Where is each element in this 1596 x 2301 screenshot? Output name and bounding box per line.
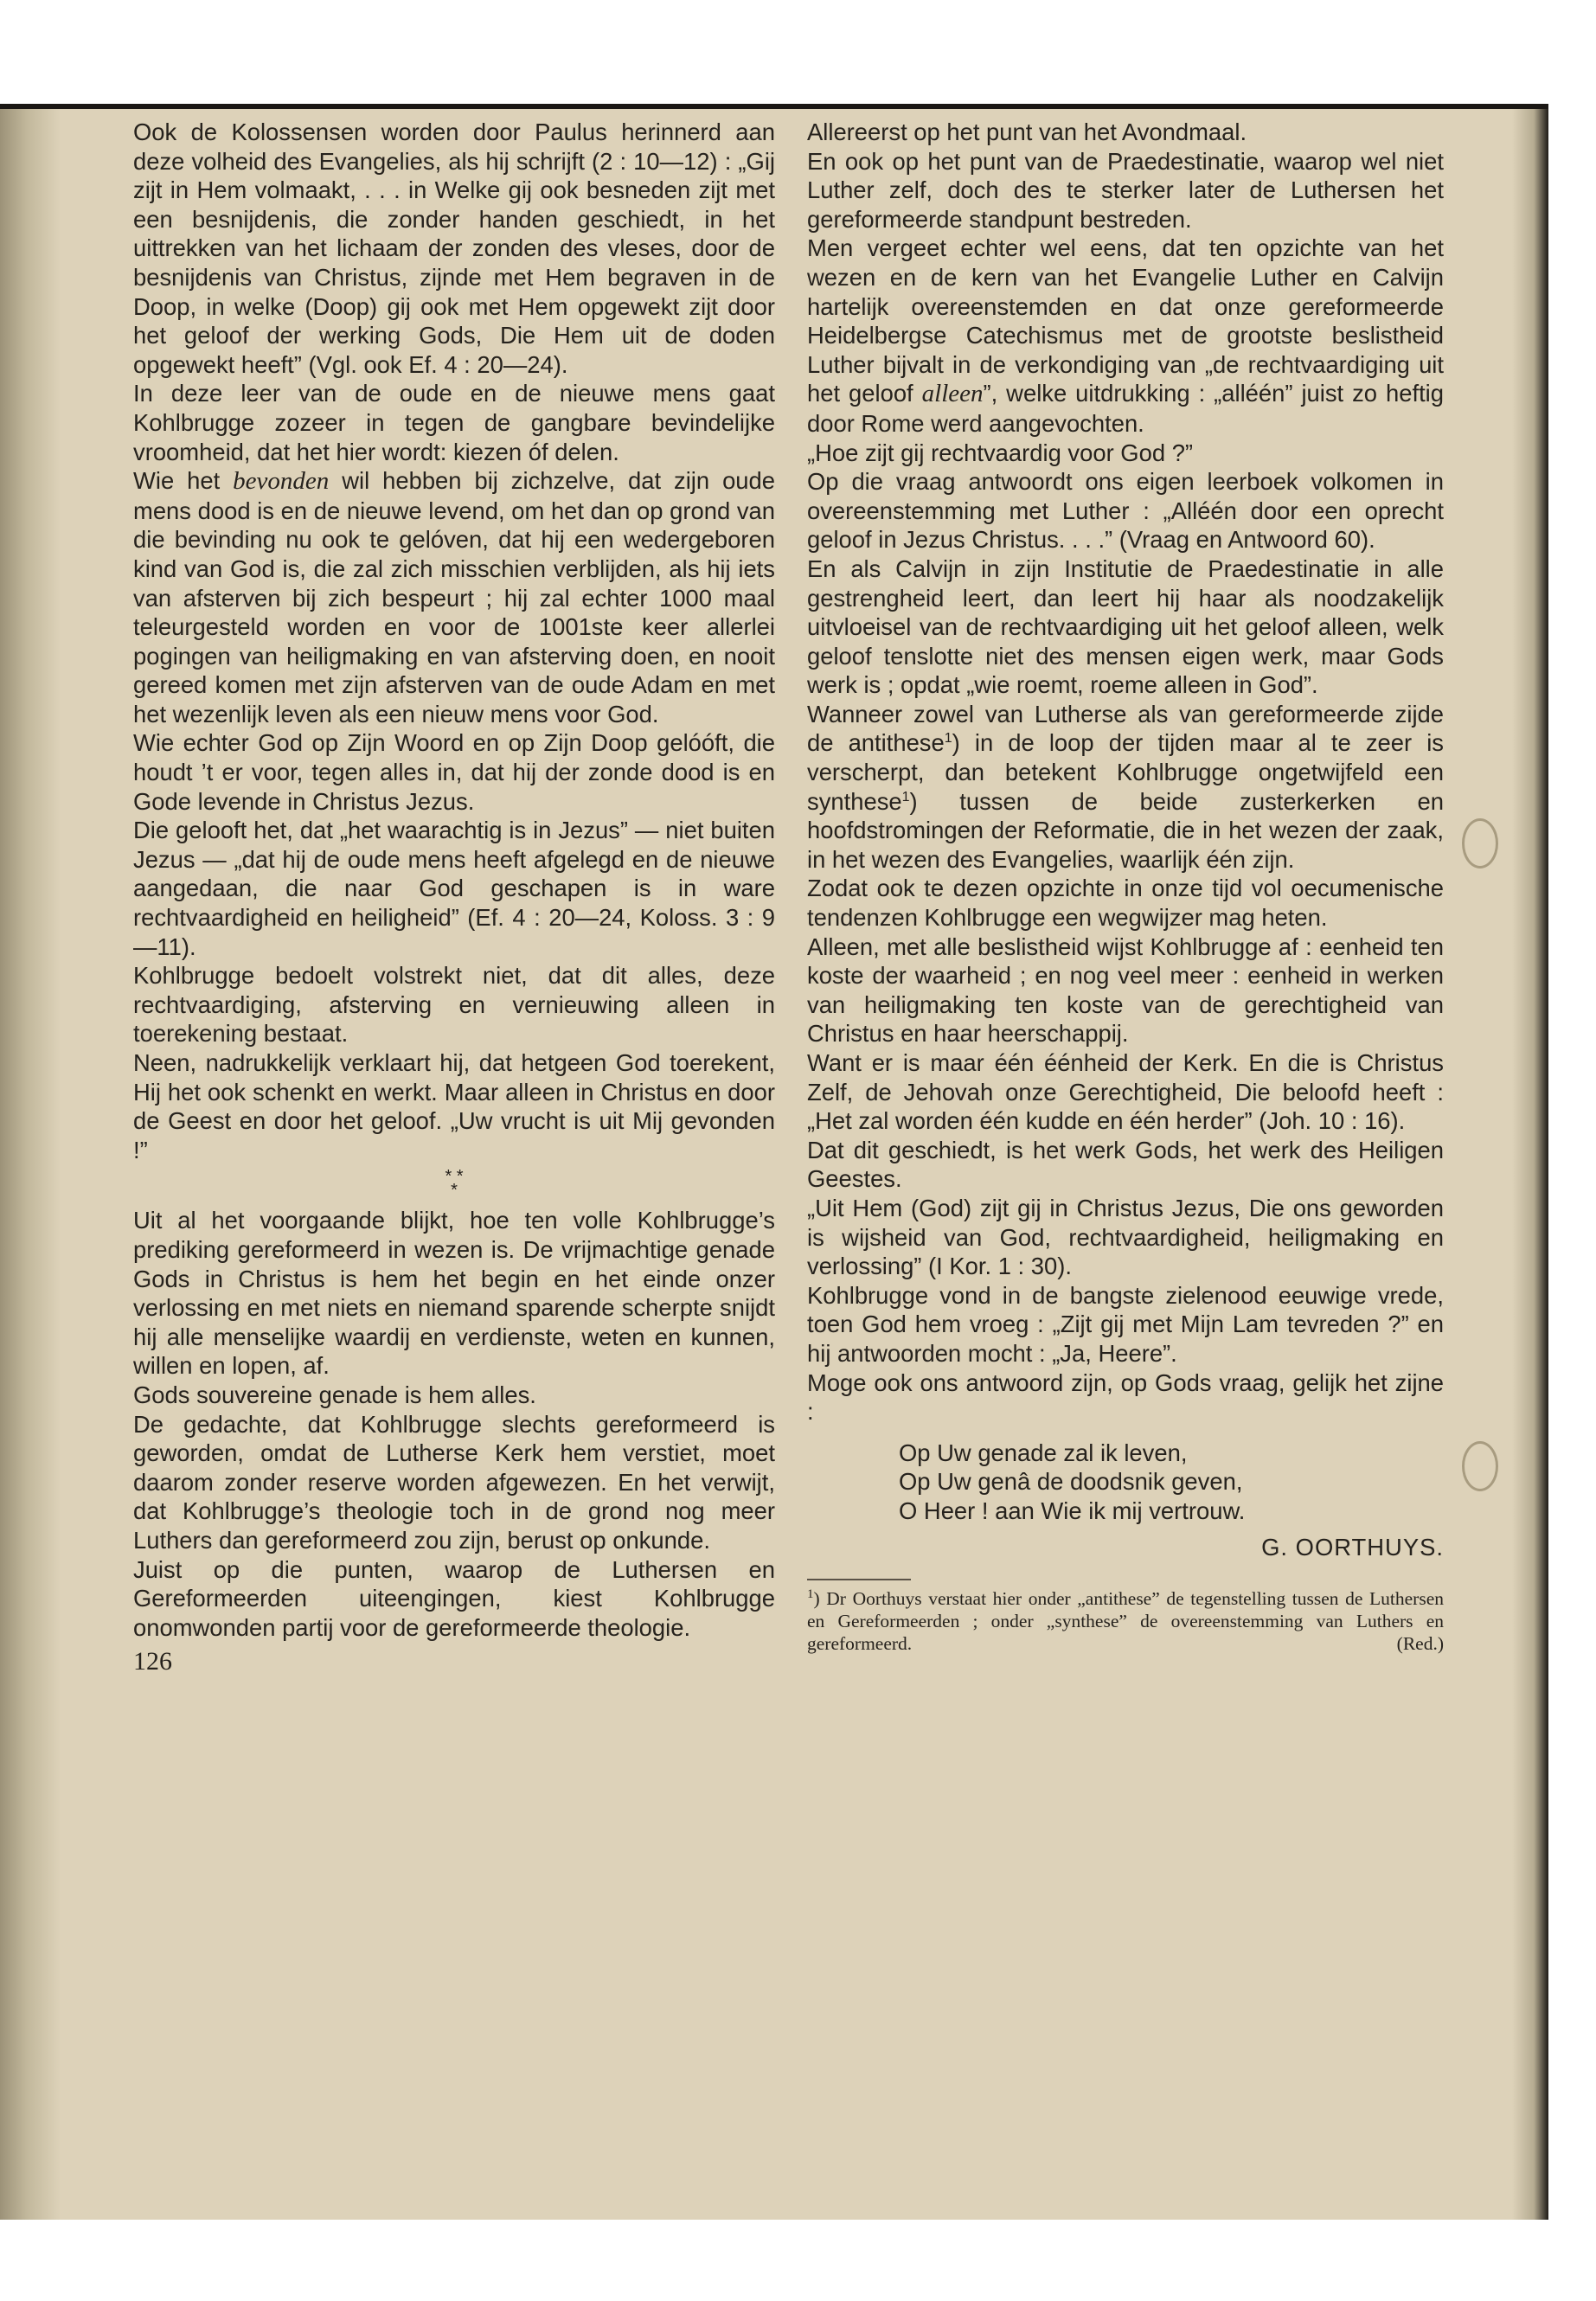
footnote-ref: 1: [901, 789, 910, 804]
paragraph: [133, 466, 775, 728]
paragraph: Dat dit geschiedt, is het werk Gods, het werk des Heiligen Geestes.: [807, 1136, 1444, 1193]
paragraph: „Hoe zijt gij rechtvaardig voor God ?”: [807, 439, 1194, 466]
paragraph: Op die vraag antwoordt ons eigen leerboek volkomen in overeenstemming met Luther : „Alléén door een oprecht geloof in Jezus Christus. . . .” (Vraag en Antwoord 60).: [807, 468, 1444, 554]
paragraph: Die gelooft het, dat „het waarachtig is in Jezus” — niet buiten Jezus — „dat hij de oude mens heeft afgelegd en de nieuwe aangedaan, die naar God geschapen is in ware rechtvaardigheid en heiligheid” (Ef. 4 : 20—24, Koloss. 3 : 9—11).: [133, 817, 775, 960]
paragraph: [807, 700, 1444, 875]
paragraph: Juist op die punten, waarop de Luthersen en Gereformeerden uiteengingen, kiest Kohlbrugge onomwonden partij voor de gereformeerde theologie.: [133, 1555, 775, 1641]
paragraph: In deze leer van de oude en de nieuwe mens gaat Kohlbrugge zozeer in tegen de gangbare bevindelijke vroomheid, dat het hier wordt: kiezen óf delen.: [133, 380, 775, 465]
divider-stars-top: * *: [445, 1167, 464, 1187]
paragraph: Kohlbrugge bedoelt volstrekt niet, dat dit alles, deze rechtvaardiging, afsterving en vernieuwing alleen in toerekening bestaat.: [133, 962, 775, 1048]
poem: [899, 1439, 1444, 1526]
paragraph: „Uit Hem (God) zijt gij in Christus Jezus, Die ons geworden is wijsheid van God, rechtvaardigheid, heiligmaking en verlossing” (I Kor. 1 : 30).: [807, 1194, 1444, 1280]
italic-text: alleen: [921, 380, 984, 408]
punch-hole-mark: [1462, 1441, 1498, 1491]
text-run: ) tussen de beide zusterkerken en hoofdstromingen der Reformatie, die in het wezen der zaak, in het wezen des Evangelies, waarlijk één zijn.: [807, 787, 1444, 873]
paragraph: De gedachte, dat Kohlbrugge slechts gereformeerd is geworden, omdat de Lutherse Kerk hem verstiet, moet daarom zonder reserve worden afgewezen. En het verwijt, dat Kohlbrugge’s theologie toch in de grond nog meer Luthers dan gereformeerd zou zijn, berust op onkunde.: [133, 1410, 775, 1554]
page-number: 126: [133, 1647, 172, 1676]
left-column: [133, 118, 775, 1676]
text-run: ) in de loop der tijden maar al te zeer is verscherpt, dan betekent Kohlbrugge ongetwijfeld een synthese: [807, 729, 1444, 815]
poem-line: O Heer ! aan Wie ik mij vertrouw.: [899, 1497, 1246, 1524]
paragraph: Kohlbrugge vond in de bangste zielenood eeuwige vrede, toen God hem vroeg : „Zijt gij met Mijn Lam tevreden ?” en hij antwoorden mocht : „Ja, Heere”.: [807, 1281, 1444, 1367]
footnote-ref: 1: [944, 731, 952, 747]
footnote-text: ) Dr Oorthuys verstaat hier onder „antithese” de tegenstelling tussen de Luthersen en Gereformeerden ; onder „synthese” de overeenstemming van Luthers en gereformeerd.: [807, 1588, 1444, 1655]
section-divider: [133, 1167, 775, 1201]
text-run: wil hebben bij zichzelve, dat zijn oude mens dood is en de nieuwe levend, om het dan op grond van die bevinding nu ook te gelóven, dat hij een wedergeboren kind van God is, die zal zich misschien verblijden, als hij iets van afsterven bij zich bespeurt ; hij zal echter 1000 maal teleurgesteld worden en voor de 1001ste keer allerlei pogingen van heiligmaking en van afsterving doen, en nooit gereed komen met zijn afsterven van de oude Adam en met het wezenlijk leven als een nieuw mens voor God.: [133, 467, 776, 727]
paragraph: En ook op het punt van de Praedestinatie, waarop wel niet Luther zelf, doch des te sterker later de Luthersen het gereformeerde standpunt bestreden.: [807, 147, 1444, 233]
editor-credit: (Red.): [1396, 1633, 1444, 1655]
paragraph: En als Calvijn in zijn Institutie de Praedestinatie in alle gestrengheid leert, dan leert hij haar als noodzakelijk uitvloeisel van de rechtvaardiging uit het geloof alleen, welk geloof tenslotte niet des mensen eigen werk, maar Gods werk is ; opdat „wie roemt, roeme alleen in God”.: [807, 554, 1444, 699]
paragraph: Gods souvereine genade is hem alles.: [133, 1381, 536, 1408]
text-run: Wanneer zowel van Lutherse als van gereformeerde zijde de antithese: [807, 700, 1444, 757]
author-signature: G. OORTHUYS.: [1261, 1533, 1444, 1561]
footnote-rule: [807, 1579, 911, 1580]
paragraph: Alleen, met alle beslistheid wijst Kohlbrugge af : eenheid ten koste der waarheid ; en nog veel meer : eenheid in werken van heiligmaking ten koste van de gerechtigheid van Christus en haar heerschappij.: [807, 933, 1444, 1048]
divider-star-bottom: *: [451, 1181, 458, 1201]
paragraph: [807, 234, 1444, 438]
page-binding-edge: [0, 109, 61, 2220]
paragraph: Want er is maar één éénheid der Kerk. En die is Christus Zelf, de Jehovah onze Gerechtigheid, Die beloofd heeft : „Het zal worden één kudde en één herder” (Joh. 10 : 16).: [807, 1049, 1444, 1135]
paragraph: Allereerst op het punt van het Avondmaal.: [807, 119, 1247, 145]
paragraph: Neen, nadrukkelijk verklaart hij, dat hetgeen God toerekent, Hij het ook schenkt en werkt. Maar alleen in Christus en door de Geest en door het geloof. „Uw vrucht is uit Mij gevonden !”: [133, 1049, 775, 1163]
paragraph: Moge ook ons antwoord zijn, op Gods vraag, gelijk het zijne :: [807, 1368, 1444, 1426]
paragraph: Wie echter God op Zijn Woord en op Zijn Doop gelóóft, die houdt ’t er voor, tegen alles in, dat hij der zonde dood is en Gode levende in Christus Jezus.: [133, 729, 775, 815]
paragraph: Zodat ook te dezen opzichte in onze tijd vol oecumenische tendenzen Kohlbrugge een wegwijzer mag heten.: [807, 875, 1444, 932]
paragraph: Uit al het voorgaande blijkt, hoe ten volle Kohlbrugge’s prediking gereformeerd in wezen is. De vrijmachtige genade Gods in Christus is hem het begin en het einde onzer verlossing en met niets en niemand sparende scherpte snijdt hij alle menselijke waardij en verdienste, weten en kunnen, willen en lopen, af.: [133, 1207, 775, 1380]
text-run: Wie het: [133, 467, 221, 495]
right-column: [807, 118, 1444, 1655]
italic-text: bevonden: [233, 467, 330, 496]
footnote-marker: 1: [807, 1586, 814, 1601]
page-outer-edge: [1512, 109, 1548, 2220]
punch-hole-mark: [1462, 818, 1498, 868]
footnote: [807, 1587, 1444, 1655]
paragraph: Ook de Kolossensen worden door Paulus herinnerd aan deze volheid des Evangelies, als hij schrijft (2 : 10—12) : „Gij zijt in Hem volmaakt, . . . in Welke gij ook besneden zijt met een besnijdenis, die zonder handen geschiedt, in het uittrekken van het lichaam der zonden des vleses, door de besnijdenis van Christus, zijnde met Hem begraven in de Doop, in welke (Doop) gij ook met Hem opgewekt zijt door het geloof der werking Gods, Die Hem uit de doden opgewekt heeft” (Vgl. ook Ef. 4 : 20—24).: [133, 119, 775, 378]
poem-line: Op Uw genade zal ik leven,: [899, 1439, 1188, 1466]
text-run: ”, welke uitdrukking : „alléén” juist zo heftig door Rome werd aangevochten.: [807, 380, 1444, 437]
text-run: Men vergeet echter wel eens, dat ten opzichte van het wezen en de kern van het Evangelie Luther en Calvijn hartelijk overeenstemden en dat onze gereformeerde Heidelbergse Catechismus met de grootste beslistheid Luther bijvalt in de verkondiging van „de rechtvaardiging uit het geloof: [807, 234, 1444, 407]
poem-line: Op Uw genâ de doodsnik geven,: [899, 1468, 1243, 1496]
